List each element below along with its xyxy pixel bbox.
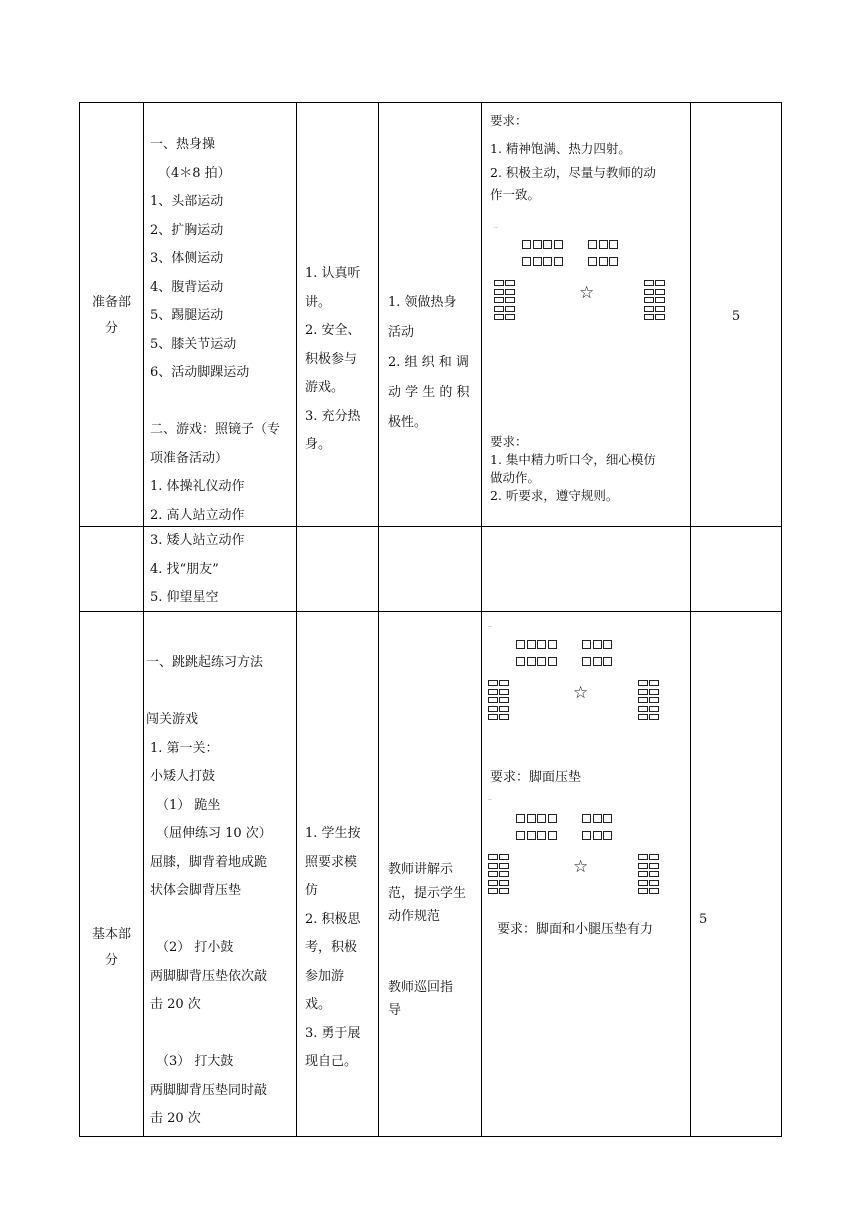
- student-position-square: [548, 831, 557, 840]
- student-position-square: [638, 871, 648, 877]
- student-position-square: [638, 680, 648, 686]
- student-position-square: [488, 854, 498, 860]
- student-position-square: [649, 871, 659, 877]
- content-line: （4＊8 拍）: [158, 165, 231, 181]
- content-line: 1. 体操礼仪动作: [150, 479, 245, 494]
- student-position-square: [494, 306, 504, 312]
- student-position-square: [499, 863, 509, 869]
- table-border-bottom: [79, 1136, 782, 1137]
- table-col-divider: [296, 102, 297, 1137]
- student-position-square: [505, 314, 515, 320]
- student-position-square: [638, 863, 648, 869]
- student-position-square: [649, 714, 659, 720]
- content-line: 屈膝，脚背着地成跪: [150, 854, 268, 870]
- warmup-continued-content: [150, 527, 295, 613]
- student-position-square: [548, 640, 557, 649]
- basic-content: [146, 649, 294, 1134]
- student-position-square: [488, 714, 498, 720]
- formation-diagram: [488, 640, 668, 732]
- content-line: 3、体侧运动: [150, 251, 224, 266]
- student-position-square: [533, 240, 542, 249]
- table-border-left: [79, 102, 80, 1137]
- student-position-square: [488, 880, 498, 886]
- content-line: 1、头部运动: [150, 194, 224, 209]
- student-position-square: [537, 831, 546, 840]
- student-position-square: [505, 289, 515, 295]
- student-position-square: [499, 854, 509, 860]
- student-position-square: [582, 814, 591, 823]
- table-col-divider: [143, 102, 144, 1137]
- student-position-square: [554, 257, 563, 266]
- student-position-square: [527, 640, 536, 649]
- content-line: （2） 打小鼓: [156, 940, 234, 955]
- student-position-square: [582, 831, 591, 840]
- student-position-square: [644, 280, 654, 286]
- content-line: 2、扩胸运动: [150, 222, 224, 238]
- student-position-square: [543, 257, 552, 266]
- student-position-square: [603, 831, 612, 840]
- student-position-square: [516, 814, 525, 823]
- student-position-square: [609, 240, 618, 249]
- student-position-square: [649, 680, 659, 686]
- formation-marker: ··: [488, 624, 492, 631]
- content-line: 状体会脚背压垫: [150, 883, 242, 898]
- student-position-square: [499, 888, 509, 894]
- student-position-square: [527, 814, 536, 823]
- student-position-square: [488, 888, 498, 894]
- section-label-warmup: 准备部 分: [91, 295, 131, 336]
- student-position-square: [644, 306, 654, 312]
- student-position-square: [588, 257, 597, 266]
- table-border-right: [781, 102, 782, 1137]
- content-line: [150, 388, 295, 417]
- table-col-divider: [481, 102, 482, 1137]
- student-position-square: [593, 831, 602, 840]
- student-position-square: [527, 657, 536, 666]
- content-line: （1） 跪坐: [156, 797, 221, 813]
- content-line: （3） 打大鼓: [156, 1054, 234, 1069]
- star-icon: ☆: [579, 283, 595, 303]
- student-position-square: [649, 706, 659, 712]
- student-position-square: [499, 689, 509, 695]
- content-line: 击 20 次: [150, 1111, 201, 1126]
- student-position-square: [537, 657, 546, 666]
- content-line: 3. 矮人站立动作: [150, 533, 245, 548]
- student-position-square: [499, 880, 509, 886]
- content-line: 5. 仰望星空: [150, 590, 219, 605]
- student-activity-warmup: 1. 认真听 讲。 2. 安全、 积极参与 游戏。 3. 充分热 身。: [305, 266, 361, 452]
- student-position-square: [582, 640, 591, 649]
- content-line: 5、踢腿运动: [150, 308, 224, 323]
- section-label-basic: 基本部 分: [91, 927, 131, 968]
- student-position-square: [488, 689, 498, 695]
- student-position-square: [505, 297, 515, 303]
- content-line: 两脚脚背压垫依次敲: [150, 968, 268, 984]
- student-position-square: [494, 297, 504, 303]
- student-position-square: [638, 880, 648, 886]
- student-position-square: [537, 814, 546, 823]
- student-position-square: [638, 706, 648, 712]
- student-position-square: [488, 863, 498, 869]
- table-col-divider: [378, 102, 379, 1137]
- time-basic: 5: [699, 912, 708, 927]
- student-position-square: [638, 697, 648, 703]
- formation-marker: ··: [494, 225, 498, 232]
- student-position-square: [655, 306, 665, 312]
- student-position-square: [593, 640, 602, 649]
- student-position-square: [582, 657, 591, 666]
- student-position-square: [488, 697, 498, 703]
- student-position-square: [516, 831, 525, 840]
- content-line: 小矮人打鼓: [150, 769, 216, 784]
- student-position-square: [543, 240, 552, 249]
- content-line: 1. 第一关：: [150, 740, 219, 756]
- requirement-foot-press: 要求：脚面压垫: [490, 770, 582, 785]
- star-icon: ☆: [573, 857, 589, 877]
- student-position-square: [638, 888, 648, 894]
- student-position-square: [593, 657, 602, 666]
- content-line: 一、热身操: [150, 137, 216, 152]
- table-border-top: [79, 102, 782, 103]
- content-line: [146, 678, 294, 707]
- student-position-square: [499, 714, 509, 720]
- student-position-square: [588, 240, 597, 249]
- formation-marker: ··: [488, 797, 492, 804]
- warmup-content: [150, 131, 295, 530]
- star-icon: ☆: [573, 683, 589, 703]
- requirements-2: 要求： 1. 集中精力听口令，细心模仿 做动作。 2. 听要求，遵守规则。: [490, 434, 656, 503]
- time-warmup: 5: [731, 309, 741, 324]
- student-position-square: [603, 640, 612, 649]
- student-position-square: [494, 289, 504, 295]
- student-position-square: [649, 854, 659, 860]
- content-line: 2. 高人站立动作: [150, 507, 245, 523]
- student-position-square: [516, 640, 525, 649]
- content-line: 二、游戏：照镜子（专: [150, 422, 281, 437]
- requirements-1: 要求： 1. 精神饱满、热力四射。 2. 积极主动，尽量与教师的动 作一致。: [490, 113, 656, 202]
- student-position-square: [638, 689, 648, 695]
- student-position-square: [603, 814, 612, 823]
- content-line: 6、活动脚踝运动: [150, 365, 250, 380]
- teacher-activity-warmup: 1. 领做热身 活动 2. 组 织 和 调 动 学 生 的 积 极性。: [388, 295, 470, 430]
- student-position-square: [488, 680, 498, 686]
- student-position-square: [638, 714, 648, 720]
- teacher-activity-basic: 教师讲解示 范，提示学生 动作规范 教师巡回指 导: [388, 862, 467, 1018]
- student-position-square: [644, 289, 654, 295]
- content-line: 击 20 次: [150, 997, 201, 1012]
- content-line: 5、膝关节运动: [150, 336, 237, 352]
- student-position-square: [649, 697, 659, 703]
- student-position-square: [554, 240, 563, 249]
- student-position-square: [505, 280, 515, 286]
- student-position-square: [488, 706, 498, 712]
- student-position-square: [494, 314, 504, 320]
- content-line: 闯关游戏: [146, 712, 199, 727]
- formation-diagram: [488, 814, 668, 906]
- student-position-square: [537, 640, 546, 649]
- student-position-square: [638, 854, 648, 860]
- student-position-square: [655, 280, 665, 286]
- content-line: （屈伸练习 10 次）: [156, 826, 272, 841]
- student-position-square: [603, 657, 612, 666]
- student-activity-basic: 1. 学生按 照要求模 仿 2. 积极思 考，积极 参加游 戏。 3. 勇于展 现自己。: [305, 826, 361, 1069]
- student-position-square: [649, 880, 659, 886]
- student-position-square: [644, 314, 654, 320]
- student-position-square: [649, 689, 659, 695]
- student-position-square: [655, 314, 665, 320]
- student-position-square: [644, 297, 654, 303]
- student-position-square: [649, 863, 659, 869]
- student-position-square: [499, 680, 509, 686]
- student-position-square: [655, 297, 665, 303]
- student-position-square: [522, 240, 531, 249]
- student-position-square: [522, 257, 531, 266]
- student-position-square: [499, 706, 509, 712]
- content-line: 两脚脚背压垫同时敲: [150, 1082, 268, 1098]
- formation-diagram: [494, 240, 674, 332]
- requirement-foot-shin-press: 要求：脚面和小腿压垫有力: [497, 922, 654, 937]
- content-line: 项准备活动）: [150, 450, 229, 466]
- student-position-square: [505, 306, 515, 312]
- student-position-square: [548, 657, 557, 666]
- student-position-square: [488, 871, 498, 877]
- content-line: 一、跳跳起练习方法: [146, 655, 264, 670]
- student-position-square: [533, 257, 542, 266]
- content-line: 4、腹背运动: [150, 279, 224, 295]
- student-position-square: [649, 888, 659, 894]
- student-position-square: [499, 697, 509, 703]
- student-position-square: [609, 257, 618, 266]
- content-line: [146, 1020, 294, 1049]
- student-position-square: [548, 814, 557, 823]
- content-line: [146, 906, 294, 935]
- student-position-square: [599, 240, 608, 249]
- student-position-square: [494, 280, 504, 286]
- student-position-square: [655, 289, 665, 295]
- student-position-square: [516, 657, 525, 666]
- student-position-square: [593, 814, 602, 823]
- table-col-divider: [690, 102, 691, 1137]
- student-position-square: [527, 831, 536, 840]
- content-line: 4. 找“朋友”: [150, 561, 219, 577]
- student-position-square: [499, 871, 509, 877]
- student-position-square: [599, 257, 608, 266]
